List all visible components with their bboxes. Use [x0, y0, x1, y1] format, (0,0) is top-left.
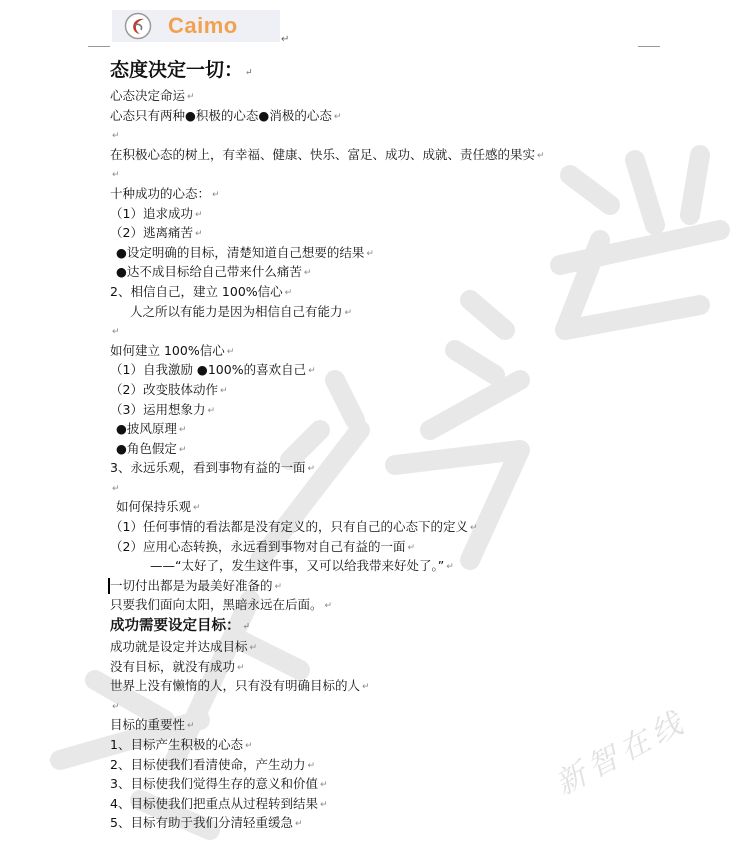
line-text: （2）改变肢体动作 [110, 381, 218, 397]
text-line [110, 86, 730, 106]
line-text: 3、永远乐观，看到事物有益的一面 [110, 460, 306, 476]
line-text: 1、目标产生积极的心态 [110, 737, 243, 752]
paragraph-mark: ↵ [112, 170, 120, 181]
empty-line [110, 164, 730, 184]
paragraph-mark: ↵ [249, 643, 258, 654]
document-title [110, 58, 730, 86]
line-text: ——“太好了，发生这件事，又可以给我带来好处了。” [150, 558, 445, 574]
paragraph-mark: ↵ [112, 701, 120, 712]
line-text: ●角色假定 [116, 440, 177, 456]
header-rule-left [88, 46, 110, 47]
document-body [110, 56, 730, 833]
text-line [110, 145, 730, 165]
line-text: 在积极心态的树上，有幸福、健康、快乐、富足、成功、成就、责任感的果实 [110, 146, 536, 162]
line-text: 只要我们面向太阳，黑暗永远在后面。 [110, 597, 323, 613]
paragraph-mark: ↵ [307, 760, 316, 771]
text-line [110, 302, 730, 322]
paragraph-mark: ↵ [178, 444, 187, 455]
text-line [110, 497, 730, 517]
line-text: 人之所以有能力是因为相信自己有能力 [130, 303, 343, 319]
line-text: 一切付出都是为最美好准备的 [110, 577, 273, 593]
line-text: 如何建立 100%信心 [110, 342, 225, 358]
line-text: 没有目标，就没有成功 [110, 658, 236, 674]
line-text: （1）自我激励 ●100%的喜欢自己 [110, 362, 307, 378]
line-text: 成功就是设定并达成目标 [110, 639, 248, 655]
paragraph-mark: ↵ [469, 523, 478, 534]
paragraph-mark: ↵ [245, 68, 253, 78]
header-paragraph-mark: ↵ [281, 34, 290, 45]
watermark-stamp: 新智在线 [549, 703, 694, 803]
text-line [110, 517, 730, 537]
text-line [110, 755, 730, 775]
paragraph-mark: ↵ [307, 464, 316, 475]
text-line [110, 380, 730, 400]
line-text: （2）逃离痛苦 [110, 225, 193, 241]
empty-line [110, 125, 730, 145]
paragraph-mark: ↵ [319, 780, 328, 791]
line-text: 世界上没有懒惰的人，只有没有明确目标的人 [110, 678, 361, 694]
line-text: 成功需要设定目标： [110, 617, 241, 635]
paragraph-mark: ↵ [308, 366, 316, 377]
logo-emblem-icon [124, 12, 152, 40]
header-rule-right [638, 46, 660, 47]
text-line [110, 774, 730, 794]
text-line [110, 360, 730, 380]
text-line [110, 813, 730, 833]
empty-line [110, 321, 730, 341]
line-text: （2）应用心态转换，永远看到事物对自己有益的一面 [110, 538, 406, 554]
paragraph-mark: ↵ [319, 799, 328, 810]
section-heading [110, 615, 730, 637]
text-line [110, 676, 730, 696]
text-line [110, 243, 730, 263]
text-line [110, 184, 730, 204]
line-text: 2、相信自己，建立 100%信心 [110, 283, 283, 299]
paragraph-mark: ↵ [294, 819, 303, 830]
text-line [110, 282, 730, 302]
paragraph-mark: ↵ [333, 111, 342, 122]
paragraph-mark: ↵ [207, 405, 216, 416]
line-text: 心态决定命运 [110, 88, 186, 103]
text-line [110, 400, 730, 420]
logo-text: Caimo [168, 13, 238, 38]
text-line [110, 657, 730, 677]
paragraph-mark: ↵ [303, 268, 312, 279]
line-text: 目标的重要性 [110, 717, 186, 733]
text-line [110, 439, 730, 459]
text-line [110, 262, 730, 282]
line-text: 十种成功的心态： [110, 185, 211, 201]
line-text: （1）追求成功 [110, 205, 193, 221]
text-line [110, 458, 730, 478]
text-line [110, 537, 730, 557]
paragraph-mark: ↵ [219, 385, 228, 396]
paragraph-mark: ↵ [193, 503, 201, 514]
paragraph-mark: ↵ [178, 425, 187, 436]
logo [112, 10, 280, 42]
text-line [110, 341, 730, 361]
paragraph-mark: ↵ [194, 229, 203, 240]
text-line [110, 715, 730, 735]
line-text: ●达不成目标给自己带来什么痛苦 [116, 264, 302, 280]
line-text: 5、目标有助于我们分清轻重缓急 [110, 815, 293, 831]
text-line [110, 556, 730, 576]
text-line [110, 204, 730, 224]
paragraph-mark: ↵ [407, 542, 416, 553]
empty-line [110, 696, 730, 716]
paragraph-mark: ↵ [194, 209, 203, 220]
paragraph-mark: ↵ [212, 189, 220, 200]
text-line [110, 595, 730, 615]
text-line [110, 576, 730, 596]
text-line [110, 223, 730, 243]
paragraph-mark: ↵ [446, 562, 454, 573]
paragraph-mark: ↵ [244, 741, 253, 751]
paragraph-mark: ↵ [537, 150, 545, 161]
text-line [110, 637, 730, 657]
line-text: ●设定明确的目标，清楚知道自己想要的结果 [116, 244, 365, 260]
paragraph-mark: ↵ [366, 248, 374, 259]
paragraph-mark: ↵ [242, 622, 251, 633]
line-text: 如何保持乐观 [116, 499, 192, 515]
paragraph-mark: ↵ [112, 483, 120, 494]
paragraph-mark: ↵ [362, 682, 370, 693]
text-line [110, 735, 730, 755]
line-text: ●披风原理 [116, 421, 177, 437]
paragraph-mark: ↵ [112, 131, 120, 142]
line-text: 3、目标使我们觉得生存的意义和价值 [110, 776, 318, 792]
paragraph-mark: ↵ [237, 662, 245, 673]
text-cursor [108, 578, 110, 594]
text-line [110, 419, 730, 439]
line-text: （3）运用想象力 [110, 401, 206, 417]
line-text: （1）任何事情的看法都是没有定义的，只有自己的心态下的定义 [110, 519, 468, 535]
paragraph-mark: ↵ [187, 721, 195, 732]
paragraph-mark: ↵ [344, 307, 353, 318]
paragraph-mark: ↵ [284, 287, 293, 298]
text-line [110, 106, 730, 126]
line-text: 4、目标使我们把重点从过程转到结果 [110, 795, 318, 811]
text-line [110, 794, 730, 814]
paragraph-mark: ↵ [187, 92, 195, 102]
line-text: 心态只有两种●积极的心态●消极的心态 [110, 107, 332, 123]
line-text: 2、目标使我们看清使命，产生动力 [110, 756, 306, 772]
paragraph-mark: ↵ [226, 346, 235, 357]
empty-line [110, 478, 730, 498]
paragraph-mark: ↵ [112, 327, 120, 338]
line-text: 态度决定一切： [110, 59, 244, 81]
paragraph-mark: ↵ [274, 581, 283, 592]
paragraph-mark: ↵ [324, 601, 333, 612]
